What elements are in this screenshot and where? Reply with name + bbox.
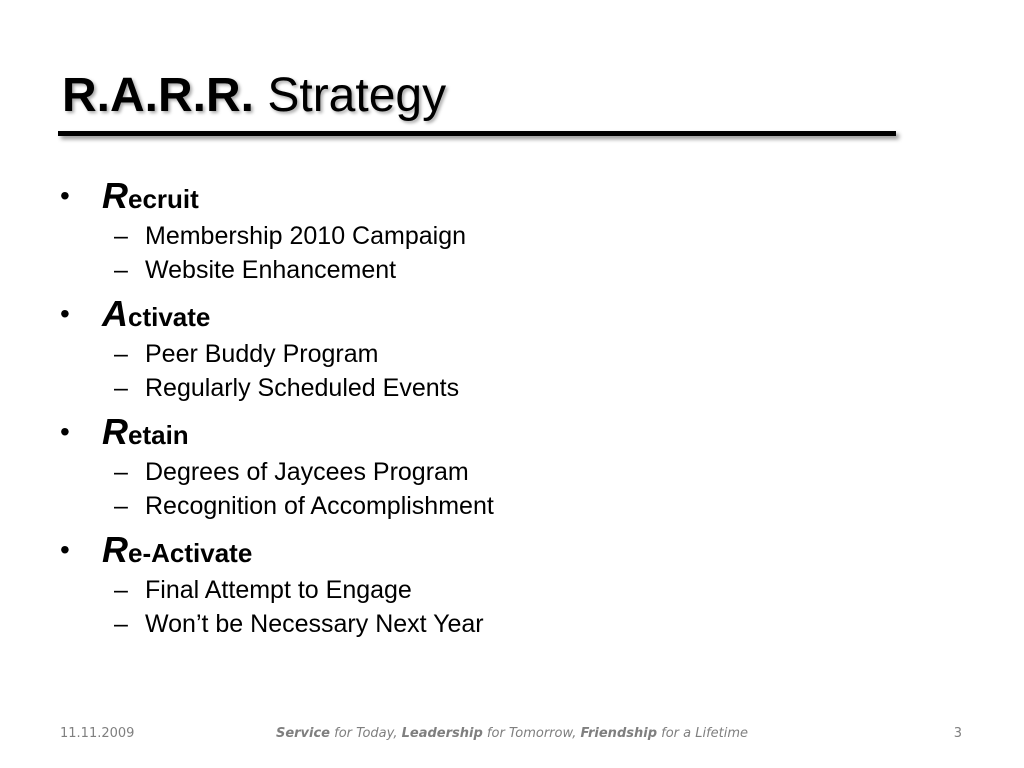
sub-item-label: Website Enhancement	[145, 256, 397, 284]
motto-text: for a Lifetime	[657, 726, 749, 741]
dash-icon: –	[114, 576, 128, 604]
slide-number: 3	[953, 726, 962, 741]
sub-item-label: Regularly Scheduled Events	[145, 374, 460, 402]
motto-text: for Tomorrow,	[482, 726, 581, 741]
list-item-activate	[60, 294, 960, 412]
list-item-heading	[60, 412, 960, 456]
initial-letter: A	[102, 293, 128, 334]
word-remainder: ecruit	[128, 184, 199, 214]
list-item-heading	[60, 530, 960, 574]
bullet-icon: •	[60, 416, 70, 447]
sub-item-label: Final Attempt to Engage	[145, 576, 412, 604]
dash-icon: –	[114, 340, 128, 368]
slide-title	[62, 66, 446, 126]
bullet-icon: •	[60, 298, 70, 329]
sub-list-item	[60, 338, 960, 372]
bullet-icon: •	[60, 534, 70, 565]
dash-icon: –	[114, 222, 128, 250]
sub-list-item	[60, 490, 960, 524]
dash-icon: –	[114, 492, 128, 520]
list-item-title	[102, 530, 252, 573]
sub-item-label: Degrees of Jaycees Program	[145, 458, 469, 486]
footer-date: 11.11.2009	[60, 726, 135, 741]
title-acronym: R.A.R.R.	[62, 69, 254, 122]
sub-list-item	[60, 456, 960, 490]
sub-item-label: Membership 2010 Campaign	[145, 222, 467, 250]
sub-item-label: Recognition of Accomplishment	[145, 492, 494, 520]
motto-leadership: Leadership	[401, 726, 483, 741]
list-item-retain	[60, 412, 960, 530]
list-item-re-activate	[60, 530, 960, 642]
motto-friendship: Friendship	[580, 726, 657, 741]
bullet-list	[60, 176, 960, 642]
title-underline-rule	[58, 131, 896, 136]
list-item-title	[102, 294, 210, 337]
word-remainder: ctivate	[128, 302, 211, 332]
list-item-heading	[60, 176, 960, 220]
list-item-title	[102, 412, 189, 455]
sub-list-item	[60, 608, 960, 642]
sub-list-item	[60, 220, 960, 254]
footer-motto	[0, 724, 1024, 744]
dash-icon: –	[114, 256, 128, 284]
motto-service: Service	[275, 726, 330, 741]
bullet-icon: •	[60, 180, 70, 211]
dash-icon: –	[114, 374, 128, 402]
sub-item-label: Peer Buddy Program	[145, 340, 379, 368]
list-item-title	[102, 176, 199, 219]
initial-letter: R	[102, 529, 128, 570]
word-remainder: e-Activate	[128, 538, 253, 568]
sub-list-item	[60, 254, 960, 288]
list-item-heading	[60, 294, 960, 338]
dash-icon: –	[114, 610, 128, 638]
dash-icon: –	[114, 458, 128, 486]
initial-letter: R	[102, 175, 128, 216]
initial-letter: R	[102, 411, 128, 452]
sub-list-item	[60, 372, 960, 406]
title-word: Strategy	[254, 69, 447, 122]
sub-list-item	[60, 574, 960, 608]
motto-text: for Today,	[330, 726, 402, 741]
list-item-recruit	[60, 176, 960, 294]
sub-item-label: Won’t be Necessary Next Year	[145, 610, 484, 638]
word-remainder: etain	[128, 420, 189, 450]
